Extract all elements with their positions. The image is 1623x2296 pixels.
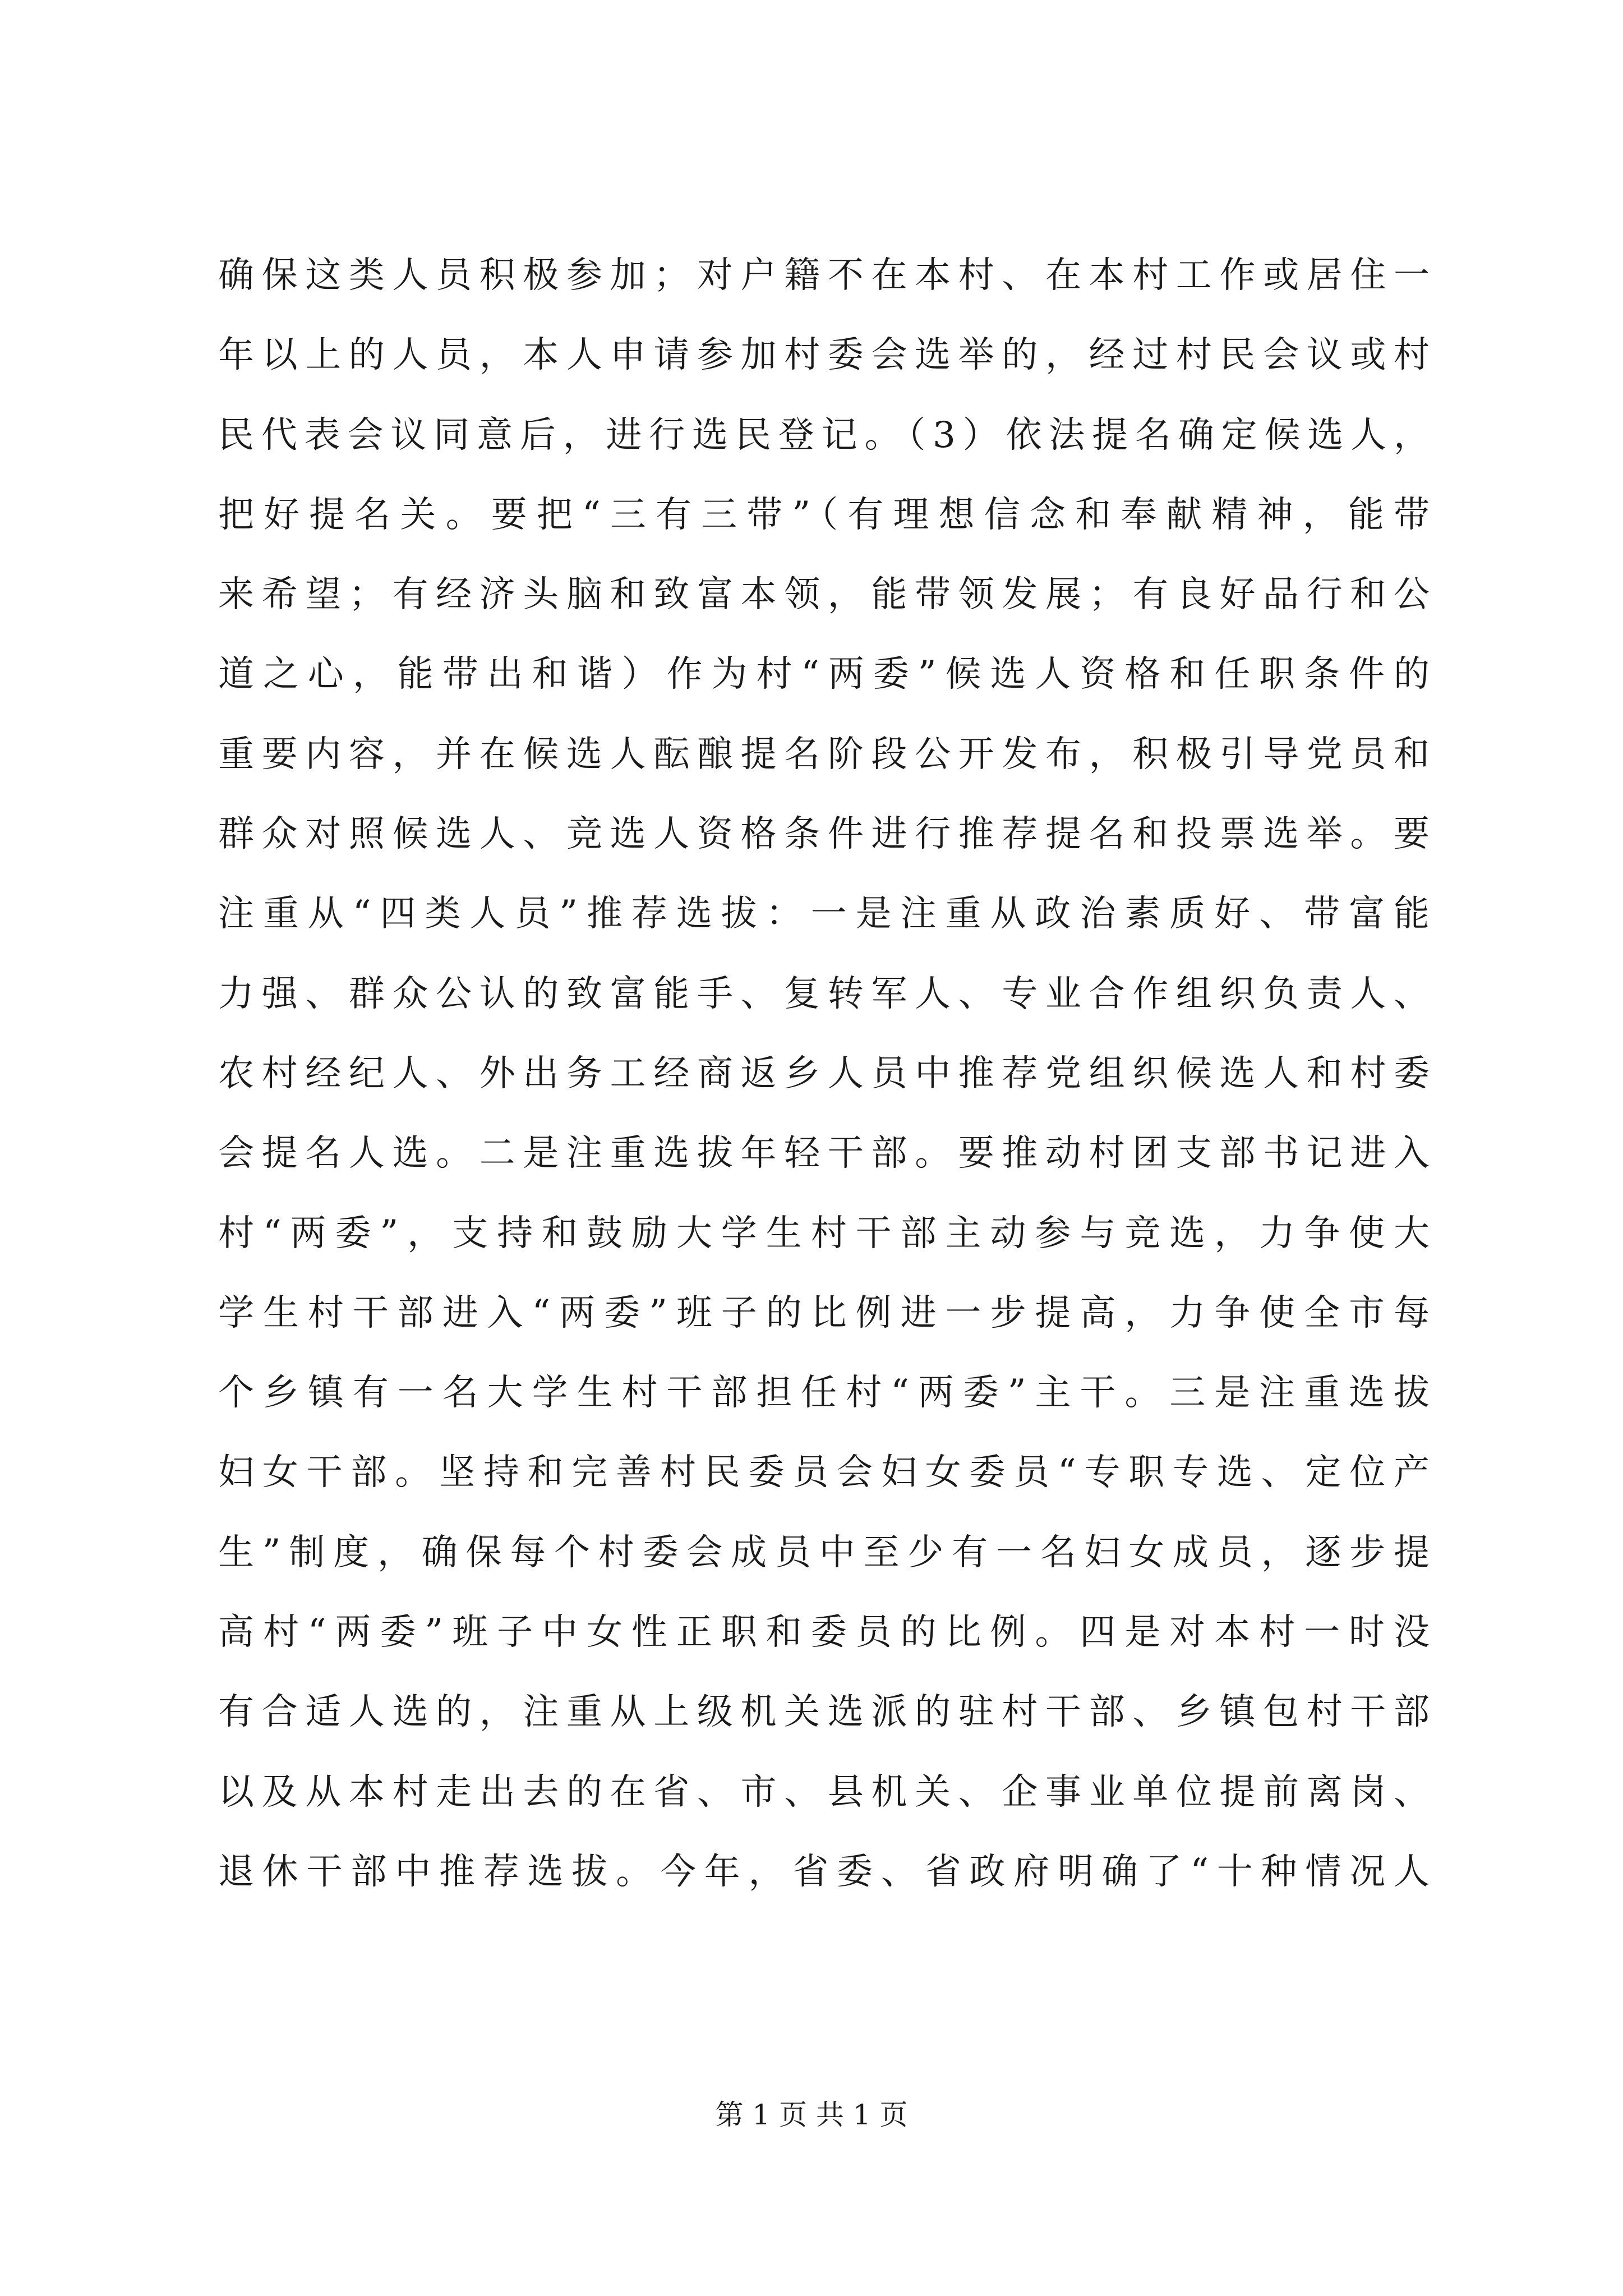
body-text <box>218 236 1430 1912</box>
text-line: 学生村干部进入“两委”班子的比例进一步提高，力争使全市每 <box>218 1292 1430 1334</box>
text-line: 生”制度，确保每个村委会成员中至少有一名妇女成员，逐步提 <box>218 1531 1430 1573</box>
text-line: 以及从本村走出去的在省、市、县机关、企事业单位提前离岗、 <box>218 1771 1430 1813</box>
text-line: 妇女干部。坚持和完善村民委员会妇女委员“专职专选、定位产 <box>218 1452 1430 1494</box>
text-line: 村“两委”，支持和鼓励大学生村干部主动参与竞选，力争使大 <box>218 1212 1430 1254</box>
text-line: 个乡镇有一名大学生村干部担任村“两委”主干。三是注重选拔 <box>218 1372 1430 1414</box>
text-line: 退休干部中推荐选拔。今年，省委、省政府明确了“十种情况人 <box>218 1851 1430 1893</box>
text-line: 来希望；有经济头脑和致富本领，能带领发展；有良好品行和公 <box>218 574 1430 616</box>
text-line: 注重从“四类人员”推荐选拔：一是注重从政治素质好、带富能 <box>218 893 1430 935</box>
text-line: 农村经纪人、外出务工经商返乡人员中推荐党组织候选人和村委 <box>218 1052 1430 1094</box>
text-line: 力强、群众公认的致富能手、复转军人、专业合作组织负责人、 <box>218 973 1430 1015</box>
text-line: 群众对照候选人、竞选人资格条件进行推荐提名和投票选举。要 <box>218 813 1430 855</box>
text-line: 道之心，能带出和谐）作为村“两委”候选人资格和任职条件的 <box>218 654 1430 696</box>
page-number-label: 第 1 页 共 1 页 <box>715 2099 908 2131</box>
text-line: 有合适人选的，注重从上级机关选派的驻村干部、乡镇包村干部 <box>218 1691 1430 1733</box>
text-line: 民代表会议同意后，进行选民登记。（3）依法提名确定候选人， <box>218 414 1430 456</box>
text-line: 高村“两委”班子中女性正职和委员的比例。四是对本村一时没 <box>218 1612 1430 1654</box>
text-line: 年以上的人员，本人申请参加村委会选举的，经过村民会议或村 <box>218 334 1430 376</box>
text-line: 把好提名关。要把“三有三带”（有理想信念和奉献精神，能带 <box>218 494 1430 536</box>
text-line: 会提名人选。二是注重选拔年轻干部。要推动村团支部书记进入 <box>218 1133 1430 1175</box>
text-line: 重要内容，并在候选人酝酿提名阶段公开发布，积极引导党员和 <box>218 733 1430 775</box>
page-footer <box>0 2092 1623 2133</box>
text-line: 确保这类人员积极参加；对户籍不在本村、在本村工作或居住一 <box>218 255 1430 296</box>
